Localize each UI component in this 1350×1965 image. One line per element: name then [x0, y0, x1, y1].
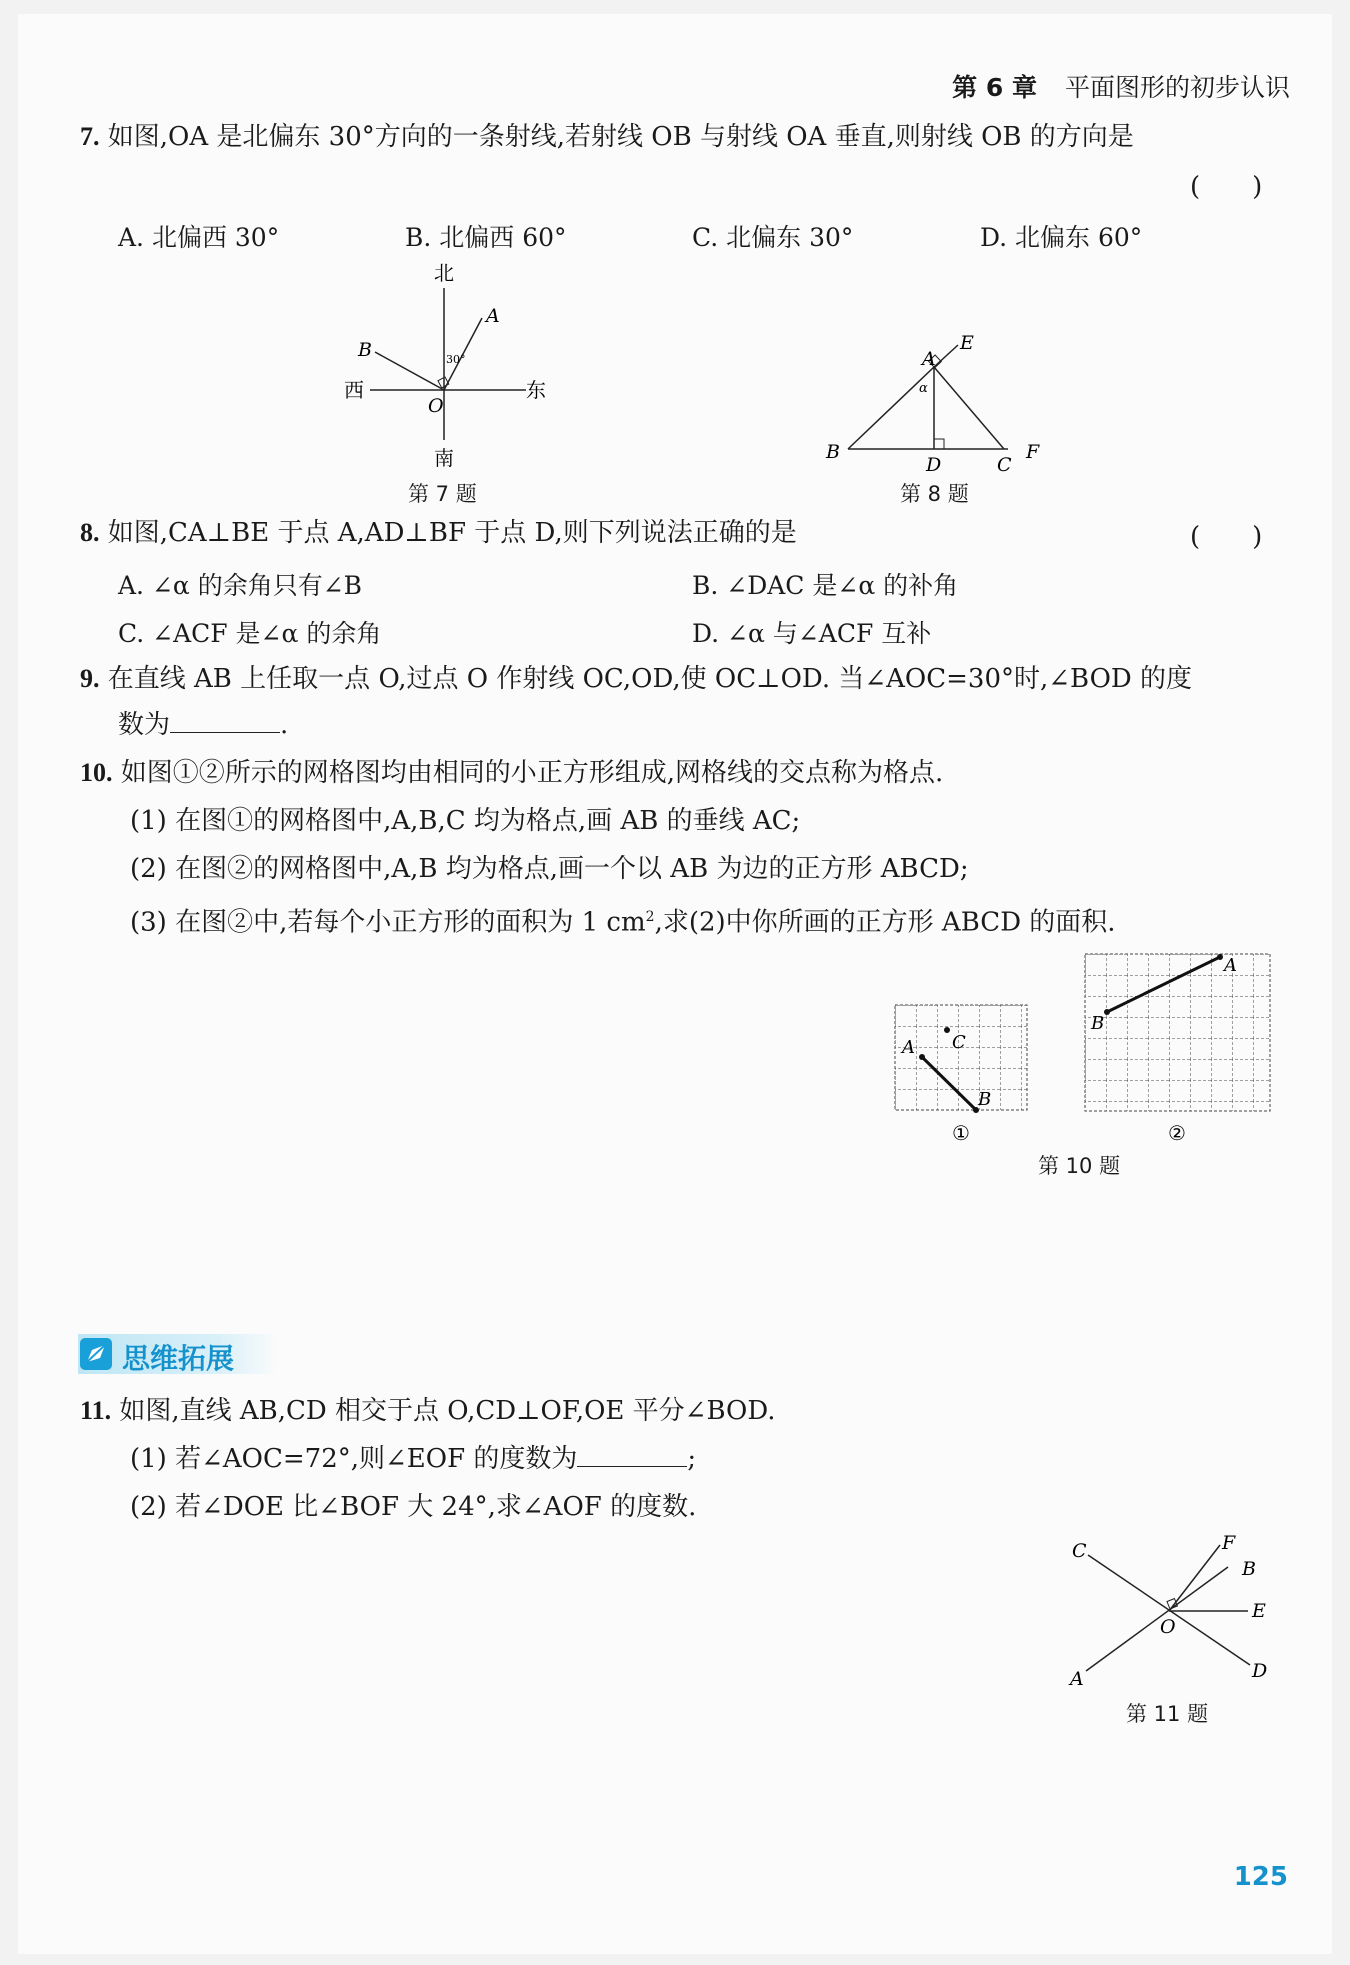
question-text: 如图,OA 是北偏东 30°方向的一条射线,若射线 OB 与射线 OA 垂直,则射线 OB 的方向是	[107, 122, 1134, 152]
question-number: 11.	[80, 1396, 112, 1425]
label-a: A	[1070, 1668, 1084, 1690]
label-o: O	[428, 395, 444, 417]
question-10-sub2: (2) 在图②的网格图中,A,B 均为格点,画一个以 AB 为边的正方形 ABCD;	[130, 854, 969, 884]
grid2-label-a: A	[1224, 955, 1237, 976]
ray-ae	[934, 345, 958, 367]
point-a-1	[919, 1054, 925, 1060]
grid1-number: ①	[952, 1121, 970, 1145]
option-a: A. ∠α 的余角只有∠B	[118, 571, 363, 600]
label-south: 南	[434, 446, 454, 470]
point-a-2	[1217, 954, 1223, 960]
grid1-label-c: C	[952, 1032, 966, 1053]
question-11-sub2: (2) 若∠DOE 比∠BOF 大 24°,求∠AOF 的度数.	[130, 1492, 697, 1522]
line-ab	[1086, 1567, 1228, 1671]
option-a: A. 北偏西 30°	[118, 223, 280, 252]
answer-parenthesis: ( )	[1190, 172, 1263, 202]
point-c-1	[944, 1027, 950, 1033]
label-alpha: α	[919, 381, 928, 396]
question-11	[80, 1394, 776, 1428]
right-angle-mark-d	[934, 439, 944, 449]
chapter-title: 平面图形的初步认识	[1064, 73, 1290, 102]
question-text: 如图,直线 AB,CD 相交于点 O,CD⊥OF,OE 平分∠BOD.	[119, 1396, 776, 1426]
label-a: A	[486, 305, 500, 327]
grid1-label-b: B	[978, 1089, 992, 1110]
segment-ba	[848, 367, 934, 449]
question-text-line1: 在直线 AB 上任取一点 O,过点 O 作射线 OC,OD,使 OC⊥OD. 当∠AOC=30°时,∠BOD 的度	[107, 664, 1193, 694]
figure-10	[880, 945, 1300, 1160]
question-7	[80, 120, 1134, 154]
running-header	[952, 68, 1290, 104]
label-o: O	[1160, 1616, 1176, 1638]
question-10-sub3: (3) 在图②中,若每个小正方形的面积为 1 $cm^2$,求(2)中你所画的正方形 ABCD 的面积.	[130, 907, 1116, 938]
label-e: E	[1252, 1600, 1266, 1622]
figure-8-caption: 第 8 题	[900, 482, 969, 506]
section-header	[78, 1334, 278, 1374]
answer-blank[interactable]	[577, 1444, 687, 1467]
page-number: 125	[1233, 1862, 1288, 1892]
question-10-sub1: (1) 在图①的网格图中,A,B,C 均为格点,画 AB 的垂线 AC;	[130, 806, 801, 836]
question-10	[80, 756, 943, 790]
label-a: A	[922, 348, 936, 370]
label-f: F	[1222, 1535, 1236, 1554]
label-e: E	[960, 332, 974, 354]
label-b: B	[358, 339, 372, 361]
label-north: 北	[434, 261, 454, 285]
label-east: 东	[526, 378, 546, 402]
grid1-label-a: A	[902, 1037, 915, 1058]
label-b: B	[1242, 1558, 1256, 1580]
figure-11	[1060, 1535, 1290, 1695]
label-f: F	[1026, 441, 1040, 463]
question-text: 如图①②所示的网格图均由相同的小正方形组成,网格线的交点称为格点.	[120, 758, 944, 788]
question-number: 9.	[80, 664, 100, 693]
pencil-icon	[80, 1338, 112, 1370]
label-c: C	[1072, 1540, 1087, 1562]
question-9-line2: 数为 .	[118, 710, 289, 740]
option-b: B. 北偏西 60°	[405, 223, 567, 252]
option-c: C. ∠ACF 是∠α 的余角	[118, 619, 382, 648]
question-text: 如图,CA⊥BE 于点 A,AD⊥BF 于点 D,则下列说法正确的是	[107, 518, 797, 548]
question-number: 10.	[80, 758, 113, 787]
angle-label: 30°	[446, 353, 466, 366]
option-b: B. ∠DAC 是∠α 的补角	[692, 571, 959, 600]
question-9	[80, 662, 1192, 696]
answer-blank[interactable]	[170, 710, 280, 733]
question-number: 7.	[80, 122, 100, 151]
ray-ob	[375, 352, 444, 390]
grid2-label-b: B	[1091, 1013, 1105, 1034]
answer-parenthesis: ( )	[1190, 522, 1263, 552]
option-d: D. ∠α 与∠ACF 互补	[692, 619, 932, 648]
grid2-number: ②	[1168, 1121, 1186, 1145]
label-d: D	[926, 454, 942, 475]
label-b: B	[826, 441, 840, 463]
option-c: C. 北偏东 30°	[692, 223, 854, 252]
label-west: 西	[344, 378, 364, 402]
figure-8	[818, 325, 1058, 475]
chapter-label: 第 6 章	[952, 73, 1037, 102]
label-d: D	[1252, 1660, 1268, 1682]
segment-ac	[934, 367, 1004, 449]
question-number: 8.	[80, 518, 100, 547]
point-b-2	[1104, 1009, 1110, 1015]
figure-7-caption: 第 7 题	[408, 482, 477, 506]
label-c: C	[997, 454, 1012, 475]
figure-11-caption: 第 11 题	[1126, 1702, 1209, 1726]
question-8	[80, 516, 797, 550]
option-d: D. 北偏东 60°	[980, 223, 1143, 252]
section-title: 思维拓展	[122, 1342, 235, 1375]
figure-10-caption: 第 10 题	[1038, 1154, 1121, 1178]
question-11-sub1: (1) 若∠AOC=72°,则∠EOF 的度数为 ;	[130, 1444, 697, 1474]
figure-7	[330, 260, 570, 470]
